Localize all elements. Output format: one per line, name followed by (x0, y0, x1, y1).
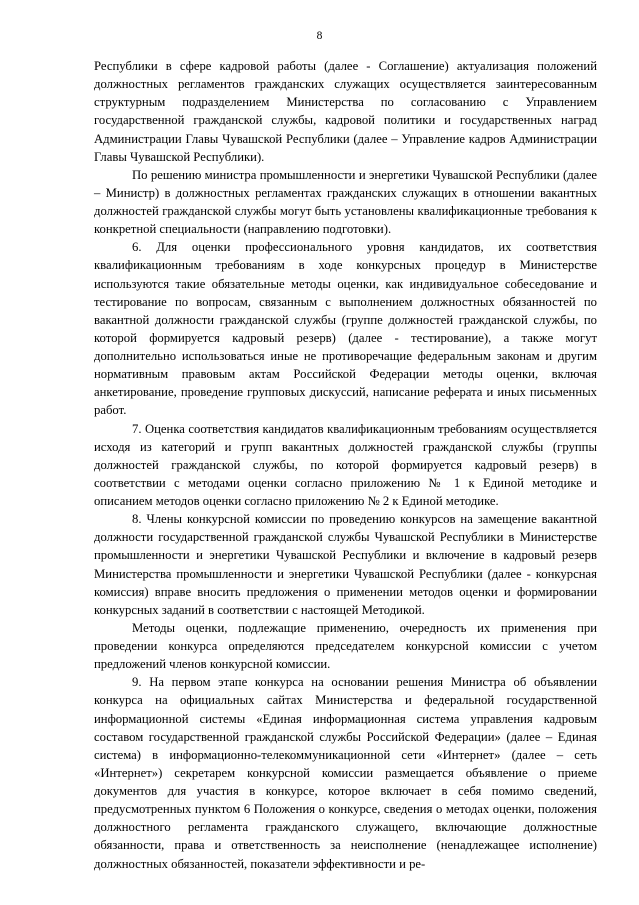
paragraph-continuation: Республики в сфере кадровой работы (далее - Соглашение) актуализация положений должностных регламентов гражданских служащих осуществляется заинтересованным структурным подразделением Министерства по согласованию с Управлением государственной гражданской службы, кадровой политики и государственных наград Администрации Главы Чувашской Республики (далее – Управление кадров Администрации Главы Чувашской Республики). (94, 59, 597, 164)
paragraph-item-6: 6. Для оценки профессионального уровня кандидатов, их соответствия квалификационным требованиям в ходе конкурсных процедур в Министерстве используются такие обязательные методы оценки, как индивидуальное собеседование и тестирование по вопросам, связанным с выполнением должностных обязанностей по вакантной должности гражданской службы (группе должностей гражданской службы, по которой формируется кадровый резерв) (далее - тестирование), а также могут дополнительно использоваться иные не противоречащие федеральным законам и другим нормативным правовым актам Российской Федерации методы оценки, включая анкетирование, проведение групповых дискуссий, написание реферата и иных письменных работ. (94, 240, 597, 418)
paragraph-assessment-methods: Методы оценки, подлежащие применению, очередность их применения при проведении конкурса определяются председателем конкурсной комиссии с учетом предложений членов конкурсной комиссии. (94, 620, 597, 672)
paragraph-item-8: 8. Члены конкурсной комиссии по проведению конкурсов на замещение вакантной должности государственной гражданской службы Чувашской Республики в Министерстве промышленности и энергетики Чувашской Республики и включение в кадровый резерв Министерства промышленности и энергетики Чувашской Республики (далее - конкурсная комиссия) вправе вносить предложения о применении методов оценки и формировании конкурсных заданий в соответствии с настоящей Методикой. (94, 512, 597, 617)
document-body (94, 57, 597, 873)
paragraph-item-7: 7. Оценка соответствия кандидатов квалификационным требованиям осуществляется исходя из категорий и групп вакантных должностей гражданской службы (группы должностей гражданской службы, по которой формируется кадровый резерв) в соответствии с методами оценки согласно приложению № 1 к Единой методике и описанием методов оценки согласно приложению № 2 к Единой методике. (94, 421, 597, 508)
page-number: 8 (316, 30, 323, 42)
paragraph-item-9: 9. На первом этапе конкурса на основании решения Министра об объявлении конкурса на официальных сайтах Министерства и федеральной государственной информационной системы «Единая информационная система управления кадровым составом государственной гражданской службы Российской Федерации» (далее – Единая система) в информационно-телекоммуникационной сети «Интернет» (далее – сеть «Интернет») секретарем конкурсной комиссии размещается объявление о приеме документов для участия в конкурсе, которое включает в себя помимо сведений, предусмотренных пунктом 6 Положения о конкурсе, сведения о методах оценки, положения должностного регламента гражданского служащего, включающие должностные обязанности, права и ответственность за неисполнение (ненадлежащее исполнение) должностных обязанностей, показатели эффективности и ре- (94, 675, 597, 871)
paragraph-minister-decision: По решению министра промышленности и энергетики Чувашской Республики (далее – Министр) в должностных регламентах гражданских служащих в отношении вакантных должностей гражданской службы могут быть установлены квалификационные требования к конкретной специальности (направлению подготовки). (94, 167, 597, 237)
